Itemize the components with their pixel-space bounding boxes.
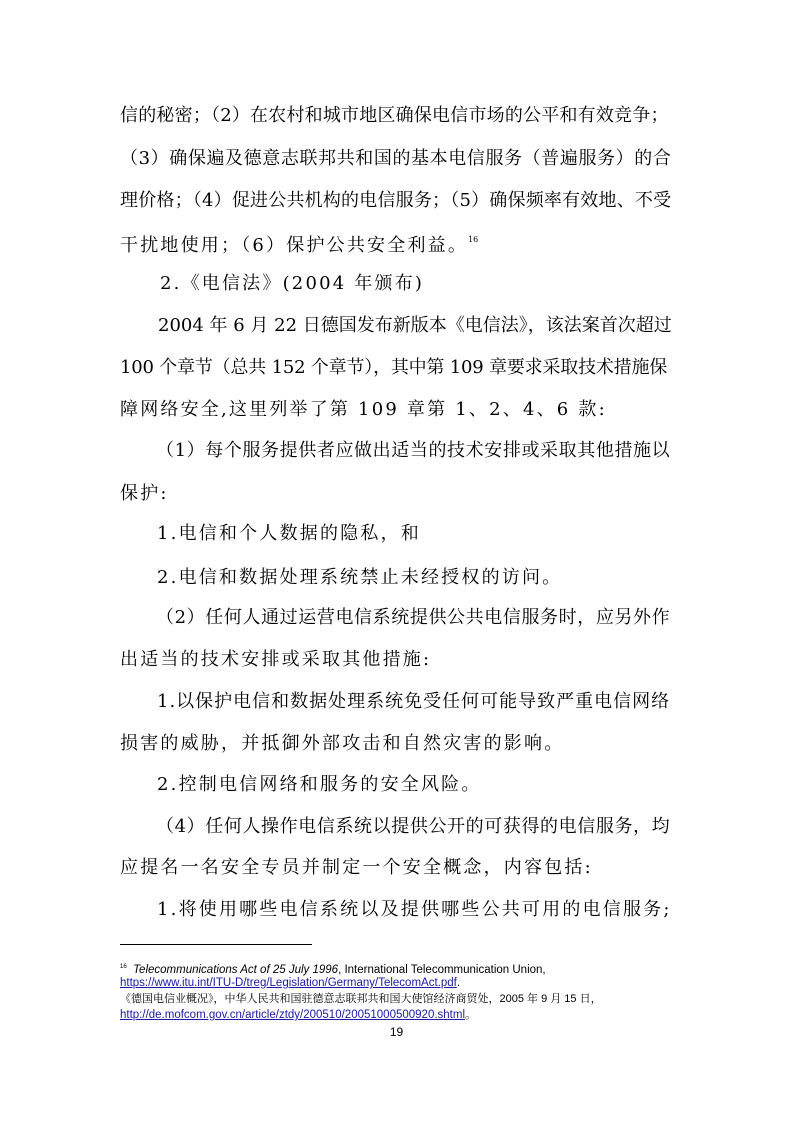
list-item: 2.电信和数据处理系统禁止未经授权的访问。 (157, 567, 563, 588)
footnote-link[interactable]: http://de.mofcom.gov.cn/article/ztdy/200510/20051000500920.shtml (120, 1009, 466, 1021)
footnote-link[interactable]: https://www.itu.int/ITU-D/treg/Legislation/Germany/TelecomAct.pdf (120, 977, 457, 989)
body-line: （4）任何人操作电信系统以提供公开的可获得的电信服务，均 (156, 816, 671, 837)
list-item: 1.以保护电信和数据处理系统免受任何可能导致严重电信网络 (157, 691, 671, 712)
body-line: （3）确保遍及德意志联邦共和国的基本电信服务（普遍服务）的合 (120, 148, 672, 169)
body-line: （1）每个服务提供者应做出适当的技术安排或采取其他措施以 (156, 440, 671, 461)
body-line: 损害的威胁，并抵御外部攻击和自然灾害的影响。 (120, 733, 565, 754)
footnote-reference[interactable]: 16 (468, 235, 479, 244)
body-line: 出适当的技术安排或采取其他措施: (120, 649, 432, 670)
footnote-number: 16 (120, 964, 127, 970)
list-item: 2.控制电信网络和服务的安全风险。 (157, 774, 482, 795)
page-number: 19 (389, 1025, 404, 1039)
body-line: 信的秘密；（2）在农村和城市地区确保电信市场的公平和有效竞争； (120, 105, 669, 126)
body-line: 障网络安全,这里列举了第 109 章第 1、2、4、6 款: (120, 399, 607, 420)
body-line: 理价格；（4）促进公共机构的电信服务；（5）确保频率有效地、不受 (120, 190, 672, 211)
list-item: 1.将使用哪些电信系统以及提供哪些公共可用的电信服务; (157, 899, 672, 920)
footnote (120, 975, 460, 991)
body-line: 保护: (120, 483, 169, 504)
body-line (120, 228, 478, 258)
footnote (120, 1007, 477, 1023)
body-line-text: 干扰地使用；（6）保护公共安全利益。 (120, 235, 469, 256)
section-heading: 2.《电信法》(2004 年颁布) (160, 273, 425, 294)
body-line: （2）任何人通过运营电信系统提供公共电信服务时，应另外作 (156, 607, 671, 628)
footnote: 《德国电信业概况》，中华人民共和国驻德意志联邦共和国大使馆经济商贸处，2005 年 9 月 15 日， (120, 993, 602, 1005)
body-line: 100 个章节（总共 152 个章节），其中第 109 章要求采取技术措施保 (120, 357, 668, 378)
footnote-publisher: , International Telecommunication Union, (338, 963, 546, 976)
footnote-punct: . (456, 977, 461, 989)
footnote-title: Telecommunications Act of 25 July 1996 (133, 963, 339, 976)
list-item: 1.电信和个人数据的隐私，和 (157, 523, 421, 544)
body-line: 应提名一名安全专员并制定一个安全概念，内容包括: (120, 857, 593, 878)
body-line: 2004 年 6 月 22 日德国发布新版本《电信法》，该法案首次超过 (158, 315, 672, 336)
footnote-punct: 。 (465, 1009, 477, 1021)
footnote-separator (120, 944, 312, 945)
